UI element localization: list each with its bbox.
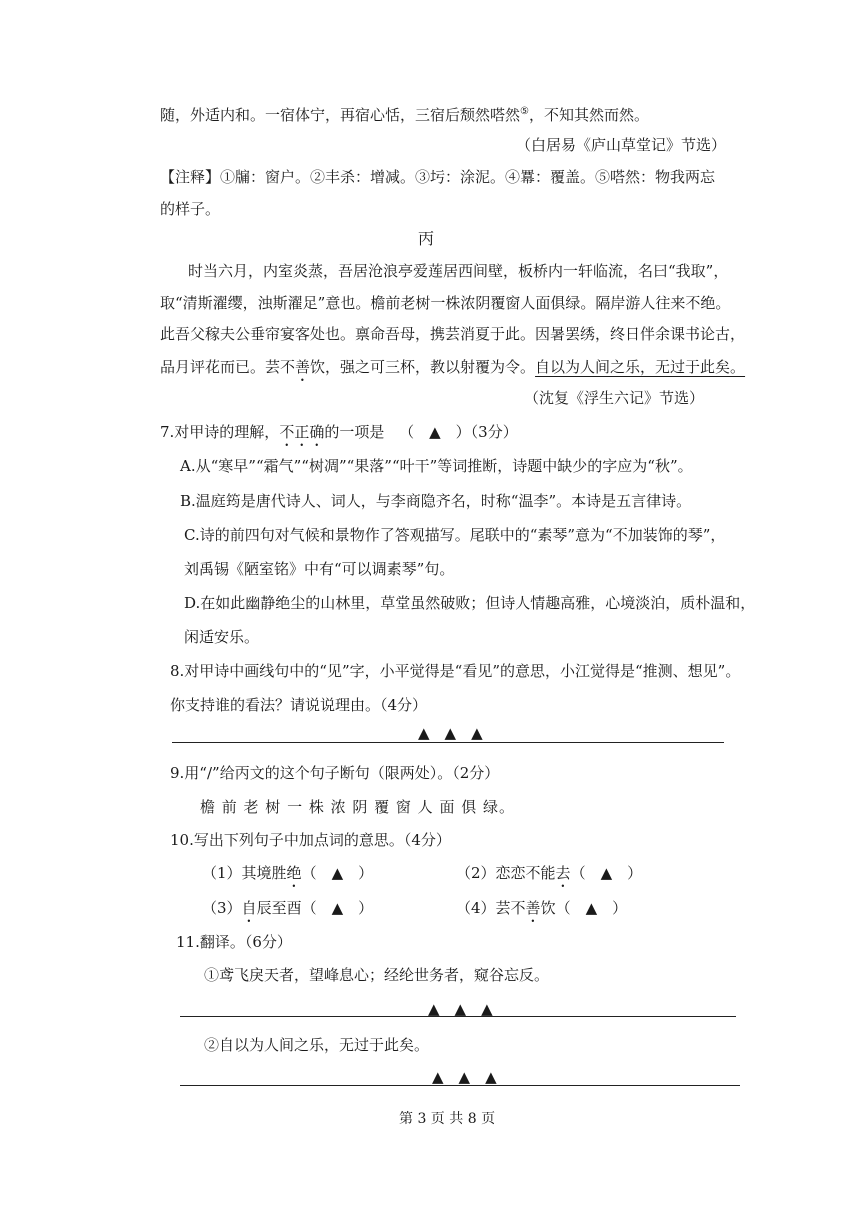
q7-stem-pre: 7.对甲诗的理解， [160,423,280,441]
passage-yi-notes-line1: 【注释】①牖：窗户。②丰杀：增减。③圬：涂泥。④羃：覆盖。⑤嗒然：物我两忘 [160,168,716,186]
q11-stem: 11.翻译。（6分） [176,933,292,951]
q7-stem-post: 的一项是 [324,423,385,441]
q11-answer-marks-1: ▲ ▲ ▲ [428,1000,493,1018]
q7-option-b: B.温庭筠是唐代诗人、词人，与李商隐齐名，时称“温李”。本诗是五言律诗。 [180,492,692,510]
q10-item4-post: 饮 [540,899,556,917]
q10-item3-blank[interactable]: （ ▲ ） [301,899,374,917]
q7-stem-dotted: 不正确 [279,423,325,441]
q10-item1-blank[interactable]: （ ▲ ） [301,864,374,882]
underlined-sentence: 自以为人间之乐，无过于此矣。 [535,358,746,376]
q7-answer-blank[interactable]: （ ▲ ）（3分） [399,423,518,441]
q11-answer-line-1[interactable] [180,1016,736,1017]
q11-sentence-1: ①鸢飞戾天者，望峰息心；经纶世务者，窥谷忘反。 [204,966,550,984]
line4-pre: 品月评花而已。芸不 [160,358,296,376]
q7-option-c-line2: 刘禹锡《陋室铭》中有“可以调素琴”句。 [184,560,455,578]
passage-yi-tail-end: ，不知其然而然。 [528,106,649,124]
passage-bing-line2: 取“清斯濯缨，浊斯濯足”意也。檐前老树一株浓阴覆窗人面俱绿。隔岸游人往来不绝。 [160,294,731,312]
q10-item1-dotted: 绝 [286,864,302,882]
q10-item2-blank[interactable]: （ ▲ ） [570,864,643,882]
q10-item1-pre: （1）其境胜 [202,864,287,882]
q7-option-c-line1: C.诗的前四句对气候和景物作了答观描写。尾联中的“素琴”意为“不加装饰的琴”， [184,526,726,544]
q10-item-1 [202,864,373,891]
footnote-mark: ⑤ [520,106,529,117]
q9-sentence: 檐 前 老 树 一 株 浓 阴 覆 窗 人 面 俱 绿。 [200,798,515,816]
q9-stem: 9.用“/”给丙文的这个句子断句（限两处）。（2分） [170,764,500,782]
passage-yi-source: （白居易《庐山草堂记》节选） [516,136,727,154]
q10-item3-dotted: 自 [241,899,257,917]
q8-stem-line2: 你支持谁的看法？请说说理由。（4分） [170,696,428,714]
passage-bing-heading: 丙 [418,229,435,248]
q10-item-2 [456,864,642,891]
passage-bing-line3: 此吾父稼夫公垂帘宴客处也。禀命吾母，携芸消夏于此。因暑罢绣，终日伴余课书论古， [160,325,746,343]
q7-stem [160,423,518,450]
passage-bing-line4 [160,358,745,385]
q8-stem-line1: 8.对甲诗中画线句中的“见”字，小平觉得是“看见”的意思，小江觉得是“推测、想见”。 [170,662,741,680]
q10-item4-blank[interactable]: （ ▲ ） [555,899,628,917]
q10-item2-dotted: 去 [555,864,571,882]
passage-bing-line1: 时当六月，内室炎蒸，吾居沧浪亭爱莲居西间壁，板桥内一轩临流，名曰“我取”， [188,262,729,280]
q10-item-3 [202,899,373,926]
q7-option-d-line1: D.在如此幽静绝尘的山林里，草堂虽然破败；但诗人情趣高雅，心境淡泊，质朴温和， [184,594,756,612]
passage-yi-tail-text: 随，外适内和。一宿体宁，再宿心恬，三宿后颓然嗒然 [160,106,521,124]
q7-option-a: A.从“寒早”“霜气”“树凋”“果落”“叶干”等词推断，诗题中缺少的字应为“秋”。 [180,457,693,475]
q10-item3-post: 辰至酉 [256,899,302,917]
q7-option-d-line2: 闲适安乐。 [184,628,260,646]
q10-item3-pre: （3） [202,899,242,917]
passage-yi-notes-line2: 的样子。 [160,200,221,218]
q10-item4-pre: （4）芸不 [456,899,526,917]
q10-item4-dotted: 善 [525,899,541,917]
q11-answer-marks-2: ▲ ▲ ▲ [432,1068,497,1086]
q8-answer-marks: ▲ ▲ ▲ [418,724,483,742]
q8-answer-line[interactable] [172,742,724,743]
passage-bing-source: （沈复《浮生六记》节选） [524,389,705,407]
q10-stem: 10.写出下列句子中加点词的意思。（4分） [170,831,451,849]
line4-dotted-word: 善 [295,358,311,376]
line4-mid: 饮，强之可三杯，教以射覆为令。 [310,358,536,376]
page-number-footer: 第 3 页 共 8 页 [399,1111,496,1127]
q10-item2-pre: （2）恋恋不能 [456,864,556,882]
q10-item-4 [456,899,627,926]
q11-sentence-2: ②自以为人间之乐，无过于此矣。 [204,1036,430,1054]
passage-yi-tail [160,107,649,123]
q11-answer-line-2[interactable] [180,1085,740,1086]
